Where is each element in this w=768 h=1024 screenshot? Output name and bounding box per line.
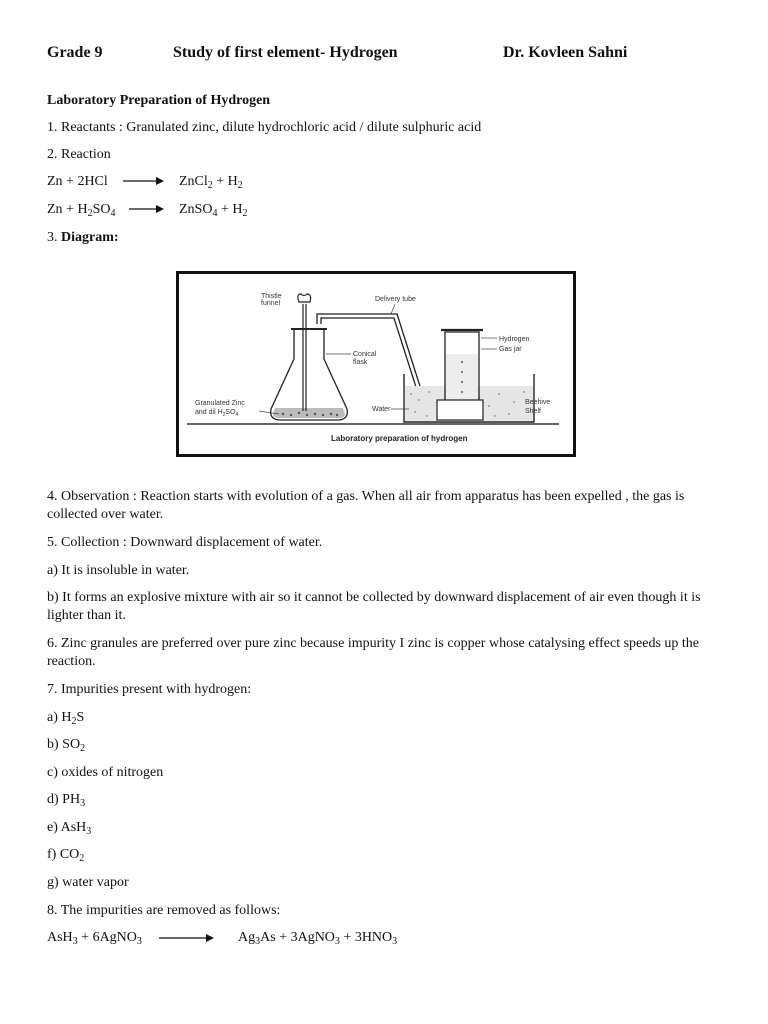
label-flask: flask bbox=[353, 359, 368, 366]
label-granulated-zinc: Granulated Zinc bbox=[195, 400, 245, 407]
item-removal-heading: 8. The impurities are removed as follows: bbox=[47, 903, 281, 918]
reaction-2-lhs: $Zn + H_2SO_4$ bbox=[47, 202, 116, 219]
label-gas-jar: Gas jar bbox=[499, 346, 522, 353]
item-reaction: 2. Reaction bbox=[47, 147, 111, 162]
reaction-2-rhs: ZnSO$_4$ + $H_2$ bbox=[179, 202, 248, 219]
impurity-item: b) $SO_2$ bbox=[47, 737, 86, 754]
impurity-item: e) AsH$_3$ bbox=[47, 820, 92, 837]
label-delivery-tube: Delivery tube bbox=[375, 296, 416, 303]
apparatus-diagram bbox=[176, 271, 576, 457]
item-collection: 5. Collection : Downward displacement of water. bbox=[47, 535, 323, 550]
item-zinc-granules: 6. Zinc granules are preferred over pure zinc because impurity I zinc is copper whose catalysing effect speeds up the reaction. bbox=[47, 636, 700, 669]
reaction-3-lhs: AsH$_3$ + 6AgNO$_3$ bbox=[47, 930, 142, 947]
reaction-2-arrow-icon bbox=[129, 204, 165, 214]
label-dil-acid: and dil $H_2SO_4$ bbox=[195, 409, 239, 418]
reaction-3-rhs: $Ag_3As$ + 3AgNO$_3$ + $3HNO_3$ bbox=[238, 930, 398, 947]
grade-label: Grade 9 bbox=[47, 44, 103, 61]
diagram-caption: Laboratory preparation of hydrogen bbox=[331, 434, 468, 443]
reaction-1-rhs: ZnCl$_2$ + $H_2$ bbox=[179, 174, 243, 191]
label-funnel: funnel bbox=[261, 300, 281, 307]
impurity-item: d) $PH_3$ bbox=[47, 792, 86, 809]
impurity-item: c) oxides of nitrogen bbox=[47, 765, 164, 780]
item-reactants: 1. Reactants : Granulated zinc, dilute hydrochloric acid / dilute sulphuric acid bbox=[47, 120, 482, 135]
item-diagram-heading: 3. Diagram: bbox=[47, 230, 119, 245]
item-collection-a: a) It is insoluble in water. bbox=[47, 563, 190, 578]
section-title: Laboratory Preparation of Hydrogen bbox=[47, 93, 271, 108]
item-impurities-heading: 7. Impurities present with hydrogen: bbox=[47, 682, 252, 697]
item-collection-b: b) It forms an explosive mixture with air so it cannot be collected by downward displacement of air even though it is lighter than it. bbox=[47, 590, 701, 623]
label-shelf: Shelf bbox=[525, 408, 541, 415]
impurity-item: a) $H_2S$ bbox=[47, 710, 85, 727]
page-title: Study of first element- Hydrogen bbox=[173, 44, 398, 61]
item-observation: 4. Observation : Reaction starts with evolution of a gas. When all air from apparatus has been expelled , the gas is collected over water. bbox=[47, 489, 685, 522]
reaction-1-lhs: Zn + 2HCl bbox=[47, 174, 108, 189]
reaction-3-arrow-icon bbox=[159, 933, 215, 943]
impurity-item: f) $CO_2$ bbox=[47, 847, 85, 864]
label-thistle: Thistle bbox=[261, 293, 282, 300]
reaction-1-arrow-icon bbox=[123, 176, 165, 186]
label-beehive: Beehive bbox=[525, 399, 551, 406]
author-name: Dr. Kovleen Sahni bbox=[503, 44, 628, 61]
label-water: Water bbox=[372, 406, 391, 413]
label-conical: Conical bbox=[353, 351, 377, 358]
apparatus-illustration bbox=[179, 274, 573, 454]
impurity-item: g) water vapor bbox=[47, 875, 129, 890]
label-hydrogen: Hydrogen bbox=[499, 336, 530, 343]
